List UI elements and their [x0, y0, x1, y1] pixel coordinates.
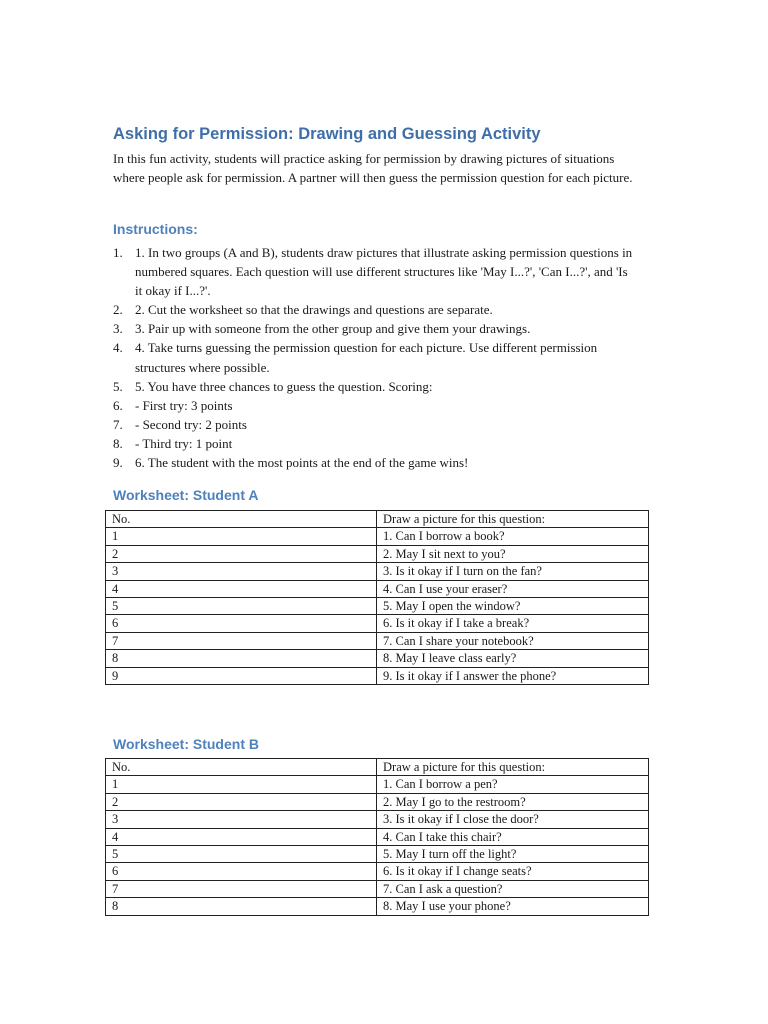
instruction-text: 3. Pair up with someone from the other group and give them your drawings. [135, 321, 531, 337]
instruction-text: - Second try: 2 points [135, 416, 247, 432]
table-row [106, 667, 649, 684]
question-cell: 6. Is it okay if I take a break? [377, 615, 649, 632]
table-row [106, 898, 649, 915]
instruction-number: 4. [113, 340, 123, 356]
question-cell: 7. Can I share your notebook? [377, 632, 649, 649]
row-number-cell: 9 [106, 667, 377, 684]
table-row [106, 650, 649, 667]
table-row [106, 793, 649, 810]
row-number-cell: 6 [106, 863, 377, 880]
instruction-text: 4. Take turns guessing the permission question for each picture. Use different permission structures where possible. [135, 340, 598, 375]
table-row [106, 811, 649, 828]
table-header-row [106, 511, 649, 528]
question-cell: 9. Is it okay if I answer the phone? [377, 667, 649, 684]
document-title: Asking for Permission: Drawing and Guessing Activity [113, 125, 541, 143]
question-cell: 3. Is it okay if I close the door? [377, 811, 649, 828]
row-number-cell: 1 [106, 776, 377, 793]
table-row [106, 863, 649, 880]
row-number-cell: 8 [106, 898, 377, 915]
question-cell: 4. Can I take this chair? [377, 828, 649, 845]
row-number-cell: 3 [106, 563, 377, 580]
row-number-cell: 4 [106, 580, 377, 597]
question-cell: 2. May I sit next to you? [377, 545, 649, 562]
table-row [106, 776, 649, 793]
row-number-cell: 8 [106, 650, 377, 667]
row-number-cell: 2 [106, 545, 377, 562]
row-number-cell: 2 [106, 793, 377, 810]
question-cell: 4. Can I use your eraser? [377, 580, 649, 597]
instruction-number: 6. [113, 397, 123, 413]
instruction-item [113, 396, 633, 415]
question-cell: 7. Can I ask a question? [377, 880, 649, 897]
table-row [106, 545, 649, 562]
instruction-item [113, 434, 633, 453]
table-row [106, 846, 649, 863]
instruction-item [113, 377, 633, 396]
instruction-item [113, 300, 633, 319]
table-row [106, 563, 649, 580]
instruction-text: - First try: 3 points [135, 397, 233, 413]
intro-paragraph: In this fun activity, students will practice asking for permission by drawing pictures of situations where people ask for permission. A partner will then guess the permission question for each picture. [113, 151, 633, 186]
row-number-cell: 3 [106, 811, 377, 828]
row-number-cell: 6 [106, 615, 377, 632]
table-row [106, 880, 649, 897]
table-row [106, 615, 649, 632]
instruction-text: 2. Cut the worksheet so that the drawings and questions are separate. [135, 302, 493, 318]
instruction-text: - Third try: 1 point [135, 435, 233, 451]
instruction-number: 7. [113, 416, 123, 432]
row-number-cell: 5 [106, 846, 377, 863]
worksheet-b-table [105, 758, 649, 916]
instruction-text: 5. You have three chances to guess the question. Scoring: [135, 378, 433, 394]
instruction-number: 5. [113, 378, 123, 394]
column-header: No. [106, 759, 377, 776]
instruction-item [113, 319, 633, 338]
question-cell: 8. May I leave class early? [377, 650, 649, 667]
worksheet-b-heading: Worksheet: Student B [113, 736, 259, 752]
table-row [106, 528, 649, 545]
instructions-heading: Instructions: [113, 221, 198, 237]
table-row [106, 598, 649, 615]
instruction-item [113, 243, 633, 300]
question-cell: 2. May I go to the restroom? [377, 793, 649, 810]
question-cell: 5. May I open the window? [377, 598, 649, 615]
instruction-item [113, 338, 633, 376]
question-cell: 5. May I turn off the light? [377, 846, 649, 863]
instruction-text: 1. In two groups (A and B), students draw pictures that illustrate asking permission questions in numbered squares. Each question will use different structures like 'May I...?', 'Can I...?', and 'Is it okay if I...?'. [135, 245, 633, 299]
row-number-cell: 5 [106, 598, 377, 615]
instructions-list [113, 243, 633, 472]
row-number-cell: 7 [106, 632, 377, 649]
instruction-number: 2. [113, 302, 123, 318]
question-cell: 8. May I use your phone? [377, 898, 649, 915]
table-header-row [106, 759, 649, 776]
row-number-cell: 7 [106, 880, 377, 897]
column-header: No. [106, 511, 377, 528]
instruction-number: 3. [113, 321, 123, 337]
question-cell: 1. Can I borrow a pen? [377, 776, 649, 793]
row-number-cell: 4 [106, 828, 377, 845]
instruction-item [113, 415, 633, 434]
table-row [106, 632, 649, 649]
table-row [106, 580, 649, 597]
worksheet-a-heading: Worksheet: Student A [113, 487, 259, 503]
row-number-cell: 1 [106, 528, 377, 545]
instruction-number: 1. [113, 245, 123, 260]
question-cell: 3. Is it okay if I turn on the fan? [377, 563, 649, 580]
question-cell: 1. Can I borrow a book? [377, 528, 649, 545]
instruction-number: 8. [113, 435, 123, 451]
question-cell: 6. Is it okay if I change seats? [377, 863, 649, 880]
instruction-item [113, 453, 633, 472]
column-header: Draw a picture for this question: [377, 759, 649, 776]
column-header: Draw a picture for this question: [377, 511, 649, 528]
instruction-number: 9. [113, 455, 123, 471]
worksheet-a-table [105, 510, 649, 685]
instruction-text: 6. The student with the most points at the end of the game wins! [135, 455, 469, 471]
table-row [106, 828, 649, 845]
